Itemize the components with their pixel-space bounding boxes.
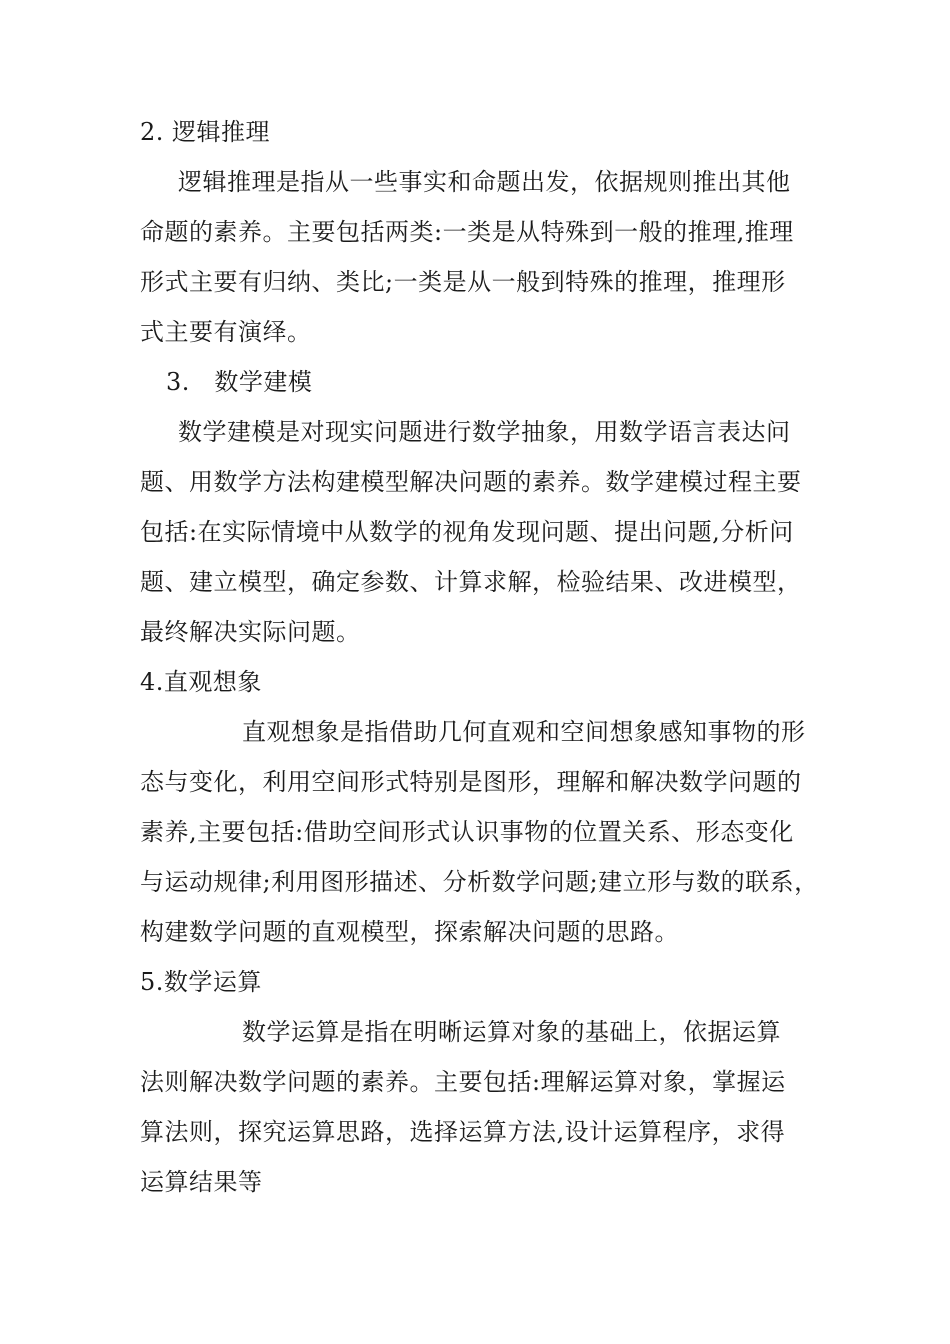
paragraph-line: 形式主要有归纳、类比;一类是从一般到特殊的推理，推理形 bbox=[140, 268, 786, 296]
paragraph-line: 题、建立模型，确定参数、计算求解，检验结果、改进模型， bbox=[140, 568, 802, 596]
paragraph-line: 逻辑推理是指从一些事实和命题出发，依据规则推出其他 bbox=[178, 168, 791, 196]
paragraph-line: 构建数学问题的直观模型，探索解决问题的思路。 bbox=[140, 918, 679, 946]
paragraph-line: 算法则，探究运算思路，选择运算方法,设计运算程序，求得 bbox=[140, 1118, 786, 1146]
paragraph-line: 法则解决数学问题的素养。主要包括:理解运算对象，掌握运 bbox=[140, 1068, 786, 1096]
paragraph-line: 命题的素养。主要包括两类:一类是从特殊到一般的推理,推理 bbox=[140, 218, 794, 246]
section-heading-math-modeling: 3. 数学建模 bbox=[166, 368, 313, 396]
paragraph-line: 直观想象是指借助几何直观和空间想象感知事物的形 bbox=[242, 718, 806, 746]
paragraph-line: 素养,主要包括:借助空间形式认识事物的位置关系、形态变化 bbox=[140, 818, 794, 846]
paragraph-line: 式主要有演绎。 bbox=[140, 318, 312, 346]
paragraph-line: 最终解决实际问题。 bbox=[140, 618, 361, 646]
paragraph-line: 数学运算是指在明晰运算对象的基础上，依据运算 bbox=[242, 1018, 781, 1046]
paragraph-line: 态与变化，利用空间形式特别是图形，理解和解决数学问题的 bbox=[140, 768, 802, 796]
paragraph-line: 运算结果等 bbox=[140, 1168, 263, 1196]
paragraph-line: 与运动规律;利用图形描述、分析数学问题;建立形与数的联系， bbox=[140, 868, 819, 896]
paragraph-line: 数学建模是对现实问题进行数学抽象，用数学语言表达问 bbox=[178, 418, 791, 446]
paragraph-line: 题、用数学方法构建模型解决问题的素养。数学建模过程主要 bbox=[140, 468, 802, 496]
section-heading-math-operation: 5.数学运算 bbox=[140, 968, 262, 996]
section-heading-visual-imagination: 4.直观想象 bbox=[140, 668, 262, 696]
section-heading-logical-reasoning: 2. 逻辑推理 bbox=[140, 118, 271, 146]
paragraph-line: 包括:在实际情境中从数学的视角发现问题、提出问题,分析问 bbox=[140, 518, 794, 546]
